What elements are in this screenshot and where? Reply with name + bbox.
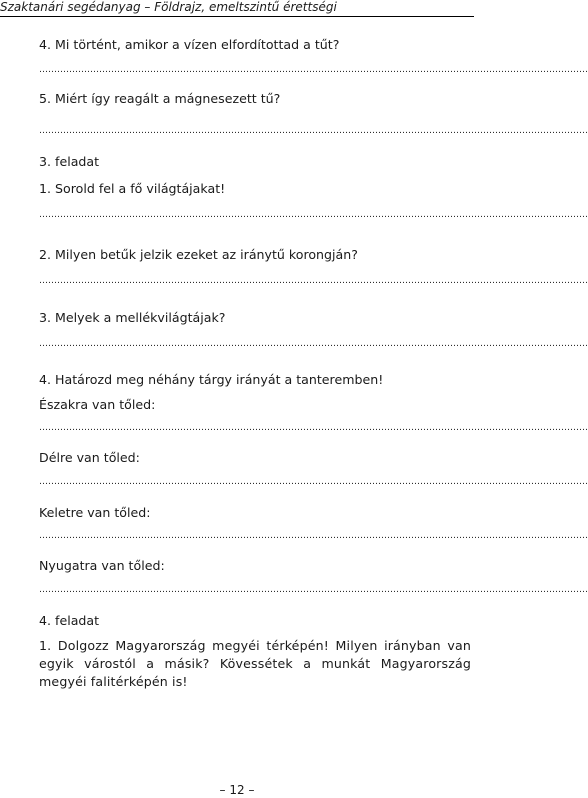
answer-line: ………………………………………………………………………………………………………………………………………………………………… [39,339,588,349]
question-4: 4. Mi történt, amikor a vízen elfordítottad a tűt? [39,37,340,52]
task-4-question-1: 1. Dolgozz Magyarország megyéi térképén! Milyen irányban van egyik várostól a másik? Kövessétek a munkát Magyarország megyéi falitérképén is! [39,638,471,689]
task-3-question-4: 4. Határozd meg néhány tárgy irányát a tanteremben! [39,372,384,387]
page-number: – 12 – [219,783,255,797]
question-5: 5. Miért így reagált a mágnesezett tű? [39,91,281,106]
answer-line: ………………………………………………………………………………………………………………………………………………………………… [39,126,588,136]
south-label: Délre van tőled: [39,450,140,465]
running-header [0,0,474,17]
answer-line: ………………………………………………………………………………………………………………………………………………………………… [39,477,588,487]
task-3-question-2: 2. Milyen betűk jelzik ezeket az iránytű korongján? [39,247,358,262]
answer-line: ………………………………………………………………………………………………………………………………………………………………… [39,423,588,433]
task-3-title: 3. feladat [39,154,100,169]
answer-line: ………………………………………………………………………………………………………………………………………………………………… [39,65,588,75]
task-4-title: 4. feladat [39,613,100,628]
east-label: Keletre van tőled: [39,505,151,520]
answer-line: ………………………………………………………………………………………………………………………………………………………………… [39,585,588,595]
north-label: Északra van tőled: [39,397,156,412]
header-title: Szaktanári segédanyag – Földrajz, emeltszintű érettségi [0,0,337,14]
answer-line: ………………………………………………………………………………………………………………………………………………………………… [39,531,588,541]
answer-line: ………………………………………………………………………………………………………………………………………………………………… [39,276,588,286]
answer-line: ………………………………………………………………………………………………………………………………………………………………… [39,210,588,220]
task-3-question-1: 1. Sorold fel a fő világtájakat! [39,181,226,196]
task-3-question-3: 3. Melyek a mellékvilágtájak? [39,310,226,325]
west-label: Nyugatra van tőled: [39,558,165,573]
